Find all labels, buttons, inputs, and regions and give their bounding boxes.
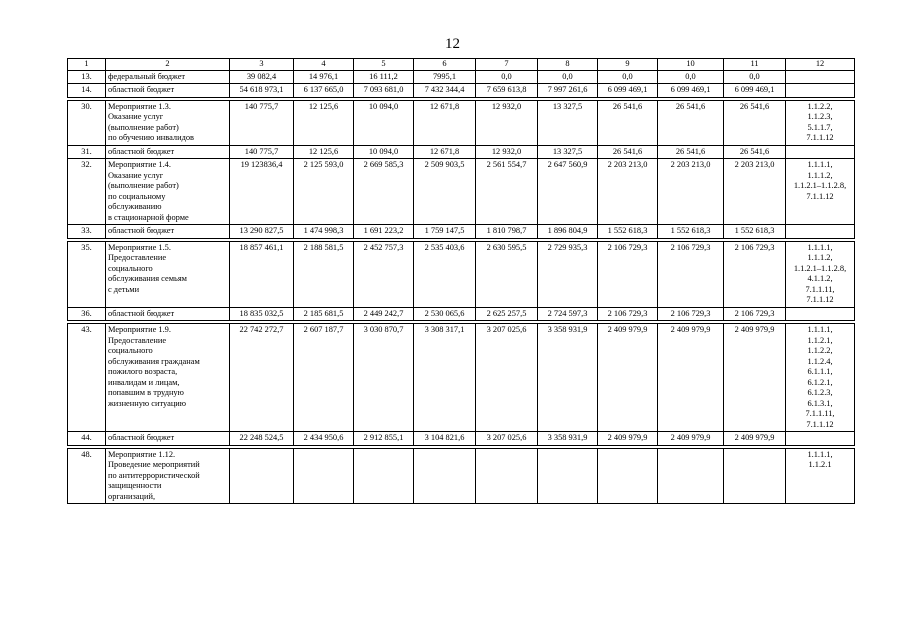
row-number: 43. xyxy=(68,324,106,432)
row-number: 35. xyxy=(68,241,106,307)
value-cell xyxy=(414,448,476,504)
value-cell: 2 509 903,5 xyxy=(414,159,476,225)
value-cell: 2 409 979,9 xyxy=(724,324,786,432)
indicator-refs xyxy=(786,84,855,98)
value-cell xyxy=(724,448,786,504)
value-cell: 1 552 618,3 xyxy=(724,225,786,239)
ref-line: 7.1.1.11, xyxy=(805,284,835,294)
row-number: 31. xyxy=(68,145,106,159)
ref-line: 7.1.1.12 xyxy=(806,133,834,142)
row-number: 33. xyxy=(68,225,106,239)
name-line: обслуживанию xyxy=(108,202,162,211)
value-cell: 140 775,7 xyxy=(230,145,294,159)
value-cell: 2 530 065,6 xyxy=(414,307,476,321)
value-cell: 26 541,6 xyxy=(598,100,658,145)
value-cell: 2 729 935,3 xyxy=(538,241,598,307)
value-cell: 10 094,0 xyxy=(354,145,414,159)
value-cell: 2 449 242,7 xyxy=(354,307,414,321)
table-row xyxy=(68,145,855,159)
ref-line: 1.1.2.3, xyxy=(807,112,833,121)
row-number: 30. xyxy=(68,100,106,145)
name-line: социального xyxy=(108,346,153,355)
value-cell: 2 409 979,9 xyxy=(598,432,658,446)
name-line: Мероприятие 1.4. xyxy=(108,160,171,169)
table-row xyxy=(68,241,855,307)
ref-line: 5.1.1.7, xyxy=(807,122,833,132)
ref-line: 7.1.1.12 xyxy=(806,419,834,429)
indicator-refs xyxy=(786,324,855,432)
value-cell: 2 452 757,3 xyxy=(354,241,414,307)
value-cell: 3 358 931,9 xyxy=(538,432,598,446)
column-number-row xyxy=(68,59,855,71)
value-cell: 3 207 025,6 xyxy=(476,324,538,432)
value-cell: 2 561 554,7 xyxy=(476,159,538,225)
value-cell: 0,0 xyxy=(598,70,658,84)
value-cell xyxy=(294,448,354,504)
name-line: областной бюджет xyxy=(108,433,175,442)
value-cell: 22 248 524,5 xyxy=(230,432,294,446)
name-line: (выполнение работ) xyxy=(108,181,179,190)
value-cell xyxy=(658,448,724,504)
ref-line: 1.1.2.1–1.1.2.8, xyxy=(793,263,847,273)
value-cell xyxy=(230,448,294,504)
row-name xyxy=(106,448,230,504)
column-header: 10 xyxy=(658,59,724,71)
row-number: 48. xyxy=(68,448,106,504)
name-line: Мероприятие 1.5. xyxy=(108,242,171,252)
row-number: 13. xyxy=(68,70,106,84)
name-line: Мероприятие 1.12. xyxy=(108,449,176,459)
value-cell: 26 541,6 xyxy=(724,100,786,145)
name-line: Мероприятие 1.3. xyxy=(108,101,171,111)
name-line: Оказание услуг xyxy=(108,112,164,121)
name-line: Проведение мероприятий xyxy=(108,460,200,469)
column-header: 2 xyxy=(106,59,230,71)
table-row xyxy=(68,70,855,84)
ref-line: 1.1.1.1, xyxy=(807,242,833,252)
value-cell: 7 659 613,8 xyxy=(476,84,538,98)
name-line: организаций, xyxy=(108,491,156,501)
name-line: областной бюджет xyxy=(108,146,175,156)
name-line: социального xyxy=(108,263,153,273)
row-name xyxy=(106,70,230,84)
budget-table xyxy=(67,58,855,504)
table-row xyxy=(68,324,855,432)
ref-line: 6.1.1.1, xyxy=(807,367,833,376)
table-row xyxy=(68,448,855,504)
column-header: 1 xyxy=(68,59,106,71)
value-cell: 3 358 931,9 xyxy=(538,324,598,432)
table-row xyxy=(68,307,855,321)
value-cell: 13 327,5 xyxy=(538,145,598,159)
name-line: попавшим в трудную xyxy=(108,388,184,397)
ref-line: 6.1.3.1, xyxy=(807,398,833,408)
ref-line: 1.1.2.1–1.1.2.8, xyxy=(793,181,847,190)
value-cell: 2 203 213,0 xyxy=(598,159,658,225)
indicator-refs xyxy=(786,225,855,239)
value-cell: 7 997 261,6 xyxy=(538,84,598,98)
name-line: Оказание услуг xyxy=(108,170,164,180)
value-cell: 19 123836,4 xyxy=(230,159,294,225)
table-row xyxy=(68,432,855,446)
column-header: 12 xyxy=(786,59,855,71)
name-line: по социальному xyxy=(108,191,166,201)
value-cell: 13 327,5 xyxy=(538,100,598,145)
name-line: Предоставление xyxy=(108,335,167,345)
ref-line: 1.1.2.4, xyxy=(807,356,833,366)
value-cell: 6 099 469,1 xyxy=(598,84,658,98)
ref-line: 1.1.1.1, xyxy=(807,449,833,459)
value-cell: 6 099 469,1 xyxy=(658,84,724,98)
row-name xyxy=(106,241,230,307)
value-cell: 2 625 257,5 xyxy=(476,307,538,321)
table-row xyxy=(68,84,855,98)
value-cell: 2 203 213,0 xyxy=(658,159,724,225)
value-cell: 14 976,1 xyxy=(294,70,354,84)
value-cell: 22 742 272,7 xyxy=(230,324,294,432)
value-cell: 2 106 729,3 xyxy=(598,241,658,307)
column-header: 5 xyxy=(354,59,414,71)
value-cell: 2 106 729,3 xyxy=(658,307,724,321)
row-number: 14. xyxy=(68,84,106,98)
value-cell: 12 932,0 xyxy=(476,145,538,159)
row-name xyxy=(106,159,230,225)
ref-line: 7.1.1.11, xyxy=(805,409,835,418)
name-line: федеральный бюджет xyxy=(108,71,186,81)
name-line: с детьми xyxy=(108,284,140,294)
ref-line: 6.1.2.3, xyxy=(807,388,833,397)
indicator-refs xyxy=(786,307,855,321)
ref-line: 1.1.1.1, xyxy=(807,160,833,169)
column-header: 11 xyxy=(724,59,786,71)
ref-line: 1.1.2.2, xyxy=(807,101,833,111)
table-row xyxy=(68,100,855,145)
value-cell: 2 409 979,9 xyxy=(598,324,658,432)
ref-line: 7.1.1.12 xyxy=(806,295,834,304)
value-cell: 1 810 798,7 xyxy=(476,225,538,239)
row-name xyxy=(106,307,230,321)
value-cell: 26 541,6 xyxy=(658,100,724,145)
ref-line: 7.1.1.12 xyxy=(806,191,834,201)
row-name xyxy=(106,145,230,159)
ref-line: 1.1.1.1, xyxy=(807,325,833,334)
name-line: пожилого возраста, xyxy=(108,367,178,376)
value-cell: 7995,1 xyxy=(414,70,476,84)
value-cell: 2 535 403,6 xyxy=(414,241,476,307)
value-cell: 7 432 344,4 xyxy=(414,84,476,98)
name-line: по обучению инвалидов xyxy=(108,133,194,142)
ref-line: 1.1.1.2, xyxy=(807,170,833,180)
name-line: инвалидам и лицам, xyxy=(108,377,180,387)
name-line: в стационарной форме xyxy=(108,212,189,222)
value-cell: 1 474 998,3 xyxy=(294,225,354,239)
value-cell: 2 106 729,3 xyxy=(724,241,786,307)
indicator-refs xyxy=(786,432,855,446)
value-cell: 2 630 595,5 xyxy=(476,241,538,307)
indicator-refs xyxy=(786,145,855,159)
value-cell: 2 188 581,5 xyxy=(294,241,354,307)
value-cell: 1 552 618,3 xyxy=(598,225,658,239)
value-cell: 3 207 025,6 xyxy=(476,432,538,446)
value-cell: 2 434 950,6 xyxy=(294,432,354,446)
ref-line: 1.1.2.1 xyxy=(808,460,832,469)
value-cell: 2 409 979,9 xyxy=(724,432,786,446)
value-cell: 2 669 585,3 xyxy=(354,159,414,225)
value-cell: 18 835 032,5 xyxy=(230,307,294,321)
value-cell: 26 541,6 xyxy=(724,145,786,159)
column-header: 7 xyxy=(476,59,538,71)
value-cell: 3 030 870,7 xyxy=(354,324,414,432)
value-cell: 12 125,6 xyxy=(294,145,354,159)
value-cell: 1 759 147,5 xyxy=(414,225,476,239)
value-cell: 6 137 665,0 xyxy=(294,84,354,98)
value-cell: 12 125,6 xyxy=(294,100,354,145)
value-cell: 18 857 461,1 xyxy=(230,241,294,307)
ref-line: 1.1.2.2, xyxy=(807,346,833,355)
value-cell: 26 541,6 xyxy=(658,145,724,159)
value-cell: 3 308 317,1 xyxy=(414,324,476,432)
indicator-refs xyxy=(786,159,855,225)
column-header: 3 xyxy=(230,59,294,71)
value-cell: 2 203 213,0 xyxy=(724,159,786,225)
row-name xyxy=(106,84,230,98)
column-header: 9 xyxy=(598,59,658,71)
name-line: областной бюджет xyxy=(108,85,175,94)
column-header: 6 xyxy=(414,59,476,71)
name-line: обслуживания гражданам xyxy=(108,356,200,366)
value-cell: 1 691 223,2 xyxy=(354,225,414,239)
table-body xyxy=(68,59,855,504)
value-cell: 2 409 979,9 xyxy=(658,432,724,446)
row-number: 44. xyxy=(68,432,106,446)
name-line: областной бюджет xyxy=(108,226,175,235)
ref-line: 1.1.1.2, xyxy=(807,253,833,262)
value-cell: 7 093 681,0 xyxy=(354,84,414,98)
value-cell xyxy=(538,448,598,504)
value-cell: 12 671,8 xyxy=(414,100,476,145)
name-line: защищенности xyxy=(108,481,162,490)
value-cell: 2 106 729,3 xyxy=(598,307,658,321)
value-cell: 2 647 560,9 xyxy=(538,159,598,225)
value-cell: 2 125 593,0 xyxy=(294,159,354,225)
indicator-refs xyxy=(786,70,855,84)
table-row xyxy=(68,225,855,239)
value-cell xyxy=(354,448,414,504)
row-name xyxy=(106,432,230,446)
value-cell: 6 099 469,1 xyxy=(724,84,786,98)
value-cell: 0,0 xyxy=(476,70,538,84)
ref-line: 6.1.2.1, xyxy=(807,377,833,387)
value-cell: 2 409 979,9 xyxy=(658,324,724,432)
name-line: (выполнение работ) xyxy=(108,122,179,132)
indicator-refs xyxy=(786,241,855,307)
ref-line: 4.1.1.2, xyxy=(807,274,833,283)
value-cell: 2 912 855,1 xyxy=(354,432,414,446)
name-line: по антитеррористической xyxy=(108,470,200,480)
value-cell: 3 104 821,6 xyxy=(414,432,476,446)
column-header: 4 xyxy=(294,59,354,71)
value-cell: 12 932,0 xyxy=(476,100,538,145)
value-cell: 10 094,0 xyxy=(354,100,414,145)
value-cell: 1 896 804,9 xyxy=(538,225,598,239)
name-line: Предоставление xyxy=(108,253,167,262)
row-name xyxy=(106,100,230,145)
page-number: 12 xyxy=(445,36,460,52)
value-cell: 0,0 xyxy=(538,70,598,84)
indicator-refs xyxy=(786,448,855,504)
name-line: жизненную ситуацию xyxy=(108,398,187,408)
value-cell: 2 106 729,3 xyxy=(724,307,786,321)
value-cell: 39 082,4 xyxy=(230,70,294,84)
indicator-refs xyxy=(786,100,855,145)
value-cell: 2 185 681,5 xyxy=(294,307,354,321)
value-cell: 54 618 973,1 xyxy=(230,84,294,98)
row-name xyxy=(106,225,230,239)
row-number: 36. xyxy=(68,307,106,321)
name-line: областной бюджет xyxy=(108,308,175,318)
value-cell xyxy=(476,448,538,504)
budget-table-container xyxy=(67,58,855,504)
value-cell: 2 106 729,3 xyxy=(658,241,724,307)
value-cell: 1 552 618,3 xyxy=(658,225,724,239)
value-cell: 16 111,2 xyxy=(354,70,414,84)
value-cell xyxy=(598,448,658,504)
value-cell: 13 290 827,5 xyxy=(230,225,294,239)
row-name xyxy=(106,324,230,432)
ref-line: 1.1.2.1, xyxy=(807,335,833,345)
column-header: 8 xyxy=(538,59,598,71)
value-cell: 2 607 187,7 xyxy=(294,324,354,432)
value-cell: 26 541,6 xyxy=(598,145,658,159)
table-row xyxy=(68,159,855,225)
value-cell: 2 724 597,3 xyxy=(538,307,598,321)
value-cell: 12 671,8 xyxy=(414,145,476,159)
value-cell: 0,0 xyxy=(658,70,724,84)
row-number: 32. xyxy=(68,159,106,225)
value-cell: 140 775,7 xyxy=(230,100,294,145)
value-cell: 0,0 xyxy=(724,70,786,84)
name-line: обслуживания семьям xyxy=(108,274,187,283)
name-line: Мероприятие 1.9. xyxy=(108,325,171,334)
